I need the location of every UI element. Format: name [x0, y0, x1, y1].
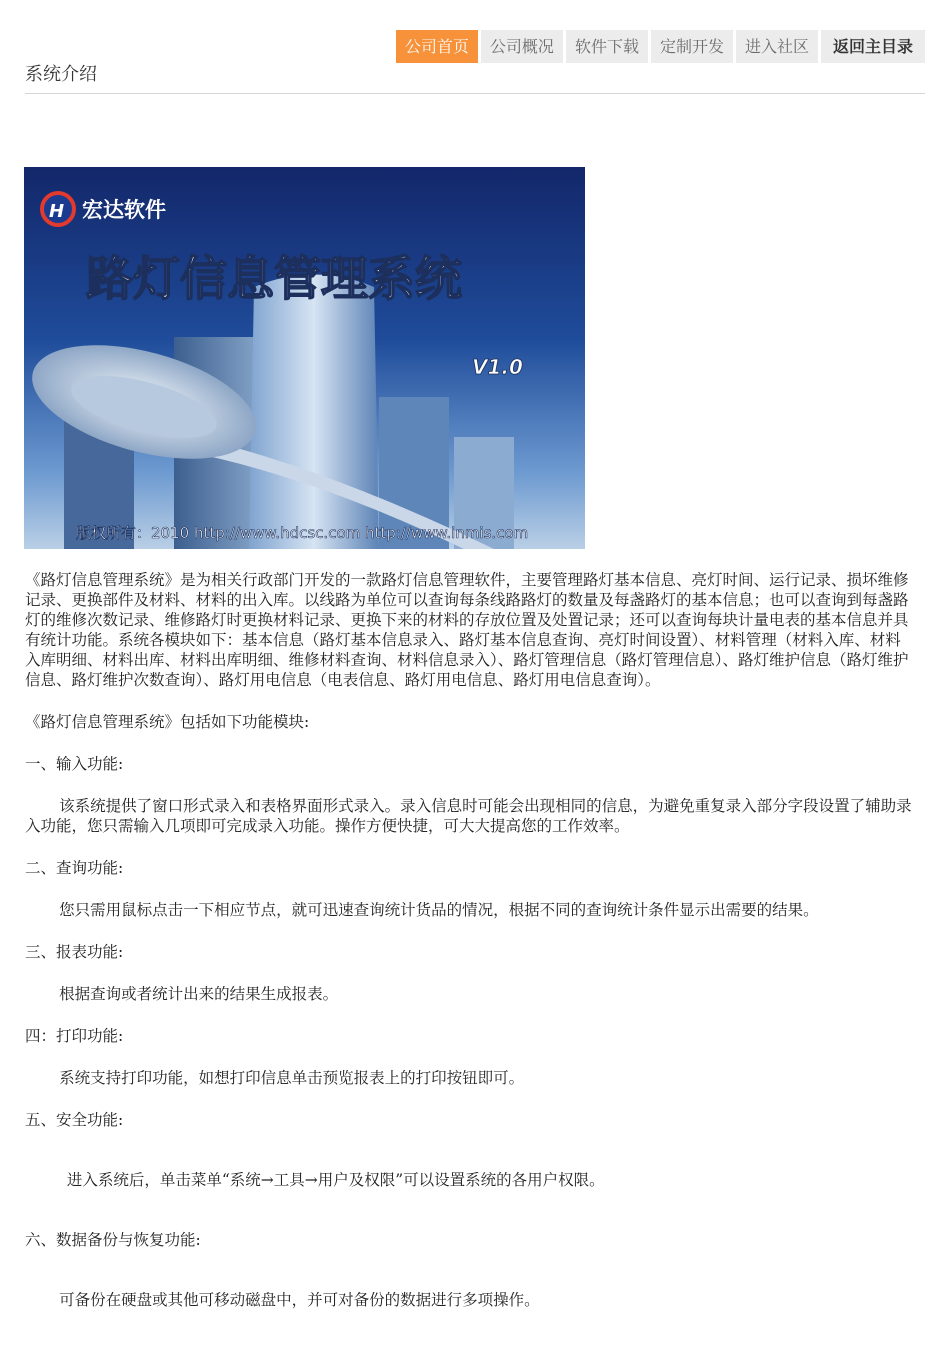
section-heading: 五、安全功能:	[25, 1111, 124, 1129]
section-heading: 一、输入功能:	[25, 755, 124, 773]
divider	[25, 93, 925, 94]
intro-paragraph: 《路灯信息管理系统》是为相关行政部门开发的一款路灯信息管理软件，主要管理路灯基本信息、亮灯时间、运行记录、损坏维修记录、更换部件及材料、材料的出入库。以线路为单位可以查询每条线路路灯的数量及每盏路灯的基本信息；也可以查询到每盏路灯的维修次数记录、维修路灯时更换材料记录、更换下来的材料的存放位置及处置记录；还可以查询每块计量电表的基本信息并具有统计功能。系统各模块如下：基本信息（路灯基本信息录入、路灯基本信息查询、亮灯时间设置）、材料管理（材料入库、材料入库明细、材料出库、材料出库明细、维修材料查询、材料信息录入）、路灯管理信息（路灯管理信息）、路灯维护信息（路灯维护信息、路灯维护次数查询）、路灯用电信息（电表信息、路灯用电信息、路灯用电信息查询）。	[25, 571, 909, 689]
banner-illustration	[24, 167, 585, 549]
banner-footer: 版权所有：2010 http://www.hdcsc.com http://www.inmis.com	[76, 524, 529, 542]
product-banner-image	[24, 167, 585, 549]
building-tower	[249, 275, 379, 550]
nav-community[interactable]: 进入社区	[736, 30, 818, 63]
nav-company-overview[interactable]: 公司概况	[481, 30, 563, 63]
page-title: 系统介绍	[25, 64, 97, 85]
nav-back-to-main[interactable]: 返回主目录	[821, 30, 925, 63]
section-body: 您只需用鼠标点击一下相应节点，就可迅速查询统计货品的情况，根据不同的查询统计条件显示出需要的结果。	[59, 901, 819, 919]
section-heading: 六、数据备份与恢复功能:	[25, 1231, 201, 1249]
brand-name: 宏达软件	[82, 198, 166, 222]
section-body: 该系统提供了窗口形式录入和表格界面形式录入。录入信息时可能会出现相同的信息，为避免重复录入部分字段设置了辅助录入功能，您只需输入几项即可完成录入功能。操作方便快捷，可大大提高您的工作效率。	[25, 797, 912, 835]
section-body: 根据查询或者统计出来的结果生成报表。	[59, 985, 339, 1003]
section-body: 可备份在硬盘或其他可移动磁盘中，并可对备份的数据进行多项操作。	[59, 1291, 540, 1309]
section-heading: 三、报表功能:	[25, 943, 124, 961]
version-label: V1.0	[472, 355, 523, 379]
section-heading: 二、查询功能:	[25, 859, 124, 877]
nav-software-download[interactable]: 软件下载	[566, 30, 648, 63]
product-title: 路灯信息管理系统	[86, 252, 462, 307]
section-body: 系统支持打印功能，如想打印信息单击预览报表上的打印按钮即可。	[59, 1069, 525, 1087]
svg-text:H: H	[49, 201, 65, 222]
section-heading: 四：打印功能:	[25, 1027, 124, 1045]
section-body: 进入系统后，单击菜单“系统→工具→用户及权限”可以设置系统的各用户权限。	[66, 1171, 605, 1189]
nav-home[interactable]: 公司首页	[396, 30, 478, 63]
top-nav	[396, 30, 925, 63]
modules-intro: 《路灯信息管理系统》包括如下功能模块:	[25, 713, 310, 731]
main-content	[25, 570, 913, 1310]
nav-custom-development[interactable]: 定制开发	[651, 30, 733, 63]
